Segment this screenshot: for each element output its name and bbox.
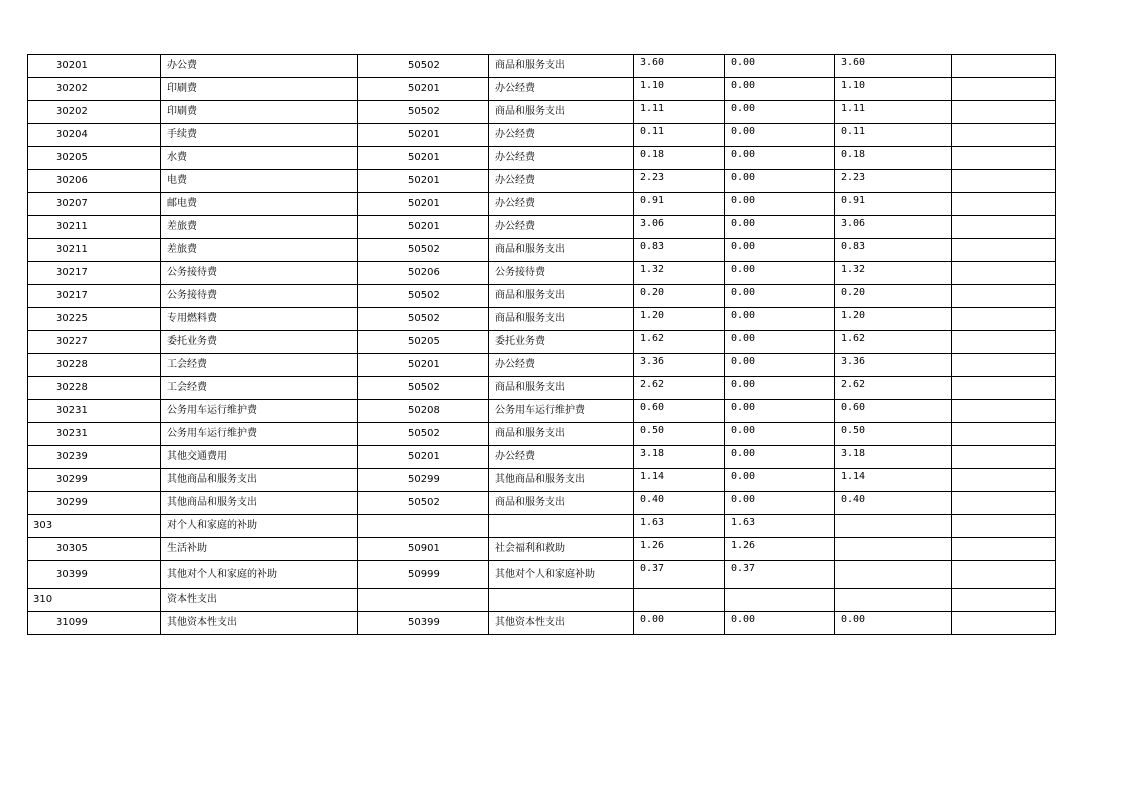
gov-code-cell: 50502 [358,377,489,400]
table-row [28,377,1056,400]
econ-code-cell: 30399 [28,561,161,589]
table-row [28,308,1056,331]
project-cell: 3.60 [835,55,952,78]
other-cell [952,492,1056,515]
basic-cell: 1.26 [725,538,835,561]
project-cell: 0.60 [835,400,952,423]
gov-name-cell: 商品和服务支出 [489,377,634,400]
basic-cell: 0.00 [725,147,835,170]
table-row [28,492,1056,515]
econ-name-cell: 办公费 [161,55,358,78]
total-cell: 2.62 [634,377,725,400]
table-row [28,55,1056,78]
table-row [28,78,1056,101]
project-cell: 0.91 [835,193,952,216]
other-cell [952,147,1056,170]
gov-code-cell: 50502 [358,423,489,446]
econ-name-cell: 公务用车运行维护费 [161,423,358,446]
econ-name-cell: 其他交通费用 [161,446,358,469]
other-cell [952,400,1056,423]
total-cell: 1.32 [634,262,725,285]
basic-cell: 0.00 [725,423,835,446]
gov-code-cell [358,589,489,612]
gov-name-cell: 其他商品和服务支出 [489,469,634,492]
project-cell: 3.36 [835,354,952,377]
econ-code-cell: 30201 [28,55,161,78]
project-cell [835,538,952,561]
project-cell: 0.18 [835,147,952,170]
gov-name-cell: 其他对个人和家庭补助 [489,561,634,589]
econ-code-cell: 30204 [28,124,161,147]
other-cell [952,262,1056,285]
table-row [28,101,1056,124]
gov-code-cell: 50502 [358,285,489,308]
other-cell [952,308,1056,331]
project-cell: 0.00 [835,612,952,635]
basic-cell: 0.00 [725,239,835,262]
project-cell: 2.23 [835,170,952,193]
basic-cell: 0.00 [725,492,835,515]
table-row [28,515,1056,538]
other-cell [952,446,1056,469]
total-cell: 0.83 [634,239,725,262]
table-row [28,262,1056,285]
basic-cell: 0.00 [725,308,835,331]
gov-name-cell: 其他资本性支出 [489,612,634,635]
gov-name-cell [489,515,634,538]
project-cell: 1.62 [835,331,952,354]
gov-code-cell [358,515,489,538]
econ-name-cell: 对个人和家庭的补助 [161,515,358,538]
project-cell: 1.20 [835,308,952,331]
econ-code-cell: 30211 [28,239,161,262]
gov-code-cell: 50201 [358,78,489,101]
total-cell: 0.91 [634,193,725,216]
econ-name-cell: 专用燃料费 [161,308,358,331]
gov-code-cell: 50502 [358,55,489,78]
table-row [28,285,1056,308]
gov-name-cell: 商品和服务支出 [489,55,634,78]
econ-name-cell: 公务接待费 [161,262,358,285]
total-cell: 1.62 [634,331,725,354]
project-cell: 0.40 [835,492,952,515]
basic-cell [725,589,835,612]
basic-cell: 0.37 [725,561,835,589]
table-row [28,124,1056,147]
econ-code-cell: 31099 [28,612,161,635]
gov-name-cell: 商品和服务支出 [489,492,634,515]
other-cell [952,285,1056,308]
gov-name-cell: 委托业务费 [489,331,634,354]
econ-code-cell: 30239 [28,446,161,469]
table-row [28,147,1056,170]
table-row [28,400,1056,423]
gov-name-cell: 商品和服务支出 [489,423,634,446]
gov-code-cell: 50201 [358,147,489,170]
other-cell [952,589,1056,612]
basic-cell: 0.00 [725,170,835,193]
gov-code-cell: 50502 [358,101,489,124]
gov-name-cell: 公务接待费 [489,262,634,285]
total-cell: 1.11 [634,101,725,124]
econ-name-cell: 工会经费 [161,354,358,377]
gov-name-cell: 社会福利和救助 [489,538,634,561]
project-cell: 3.06 [835,216,952,239]
gov-name-cell: 商品和服务支出 [489,285,634,308]
gov-code-cell: 50502 [358,308,489,331]
project-cell: 0.83 [835,239,952,262]
econ-name-cell: 印刷费 [161,101,358,124]
project-cell [835,561,952,589]
basic-cell: 0.00 [725,55,835,78]
econ-name-cell: 其他资本性支出 [161,612,358,635]
other-cell [952,193,1056,216]
total-cell: 1.26 [634,538,725,561]
econ-code-cell: 30202 [28,78,161,101]
gov-name-cell: 办公经费 [489,354,634,377]
basic-cell: 0.00 [725,101,835,124]
table-row [28,170,1056,193]
basic-cell: 0.00 [725,446,835,469]
project-cell [835,589,952,612]
econ-code-cell: 303 [28,515,161,538]
econ-name-cell: 差旅费 [161,216,358,239]
econ-code-cell: 30217 [28,262,161,285]
econ-code-cell: 30202 [28,101,161,124]
econ-name-cell: 生活补助 [161,538,358,561]
econ-name-cell: 手续费 [161,124,358,147]
econ-name-cell: 邮电费 [161,193,358,216]
gov-code-cell: 50201 [358,124,489,147]
econ-name-cell: 印刷费 [161,78,358,101]
total-cell: 2.23 [634,170,725,193]
econ-name-cell: 其他商品和服务支出 [161,492,358,515]
basic-cell: 0.00 [725,354,835,377]
gov-name-cell: 办公经费 [489,216,634,239]
other-cell [952,55,1056,78]
table-row [28,538,1056,561]
gov-name-cell: 公务用车运行维护费 [489,400,634,423]
econ-code-cell: 30217 [28,285,161,308]
gov-name-cell: 办公经费 [489,124,634,147]
basic-cell: 0.00 [725,400,835,423]
econ-code-cell: 30299 [28,492,161,515]
other-cell [952,377,1056,400]
basic-cell: 0.00 [725,285,835,308]
total-cell [634,589,725,612]
econ-name-cell: 工会经费 [161,377,358,400]
econ-code-cell: 30228 [28,377,161,400]
total-cell: 1.20 [634,308,725,331]
basic-cell: 0.00 [725,78,835,101]
gov-code-cell: 50205 [358,331,489,354]
gov-code-cell: 50206 [358,262,489,285]
total-cell: 0.60 [634,400,725,423]
gov-name-cell: 商品和服务支出 [489,308,634,331]
econ-name-cell: 资本性支出 [161,589,358,612]
basic-cell: 0.00 [725,612,835,635]
total-cell: 0.37 [634,561,725,589]
econ-code-cell: 30228 [28,354,161,377]
table-row [28,331,1056,354]
total-cell: 0.11 [634,124,725,147]
total-cell: 3.36 [634,354,725,377]
econ-name-cell: 其他对个人和家庭的补助 [161,561,358,589]
total-cell: 0.40 [634,492,725,515]
table-row [28,469,1056,492]
project-cell [835,515,952,538]
gov-name-cell: 办公经费 [489,446,634,469]
econ-code-cell: 30227 [28,331,161,354]
other-cell [952,538,1056,561]
econ-name-cell: 委托业务费 [161,331,358,354]
basic-cell: 0.00 [725,331,835,354]
gov-code-cell: 50201 [358,193,489,216]
basic-cell: 0.00 [725,124,835,147]
gov-name-cell: 办公经费 [489,78,634,101]
gov-code-cell: 50999 [358,561,489,589]
budget-table [27,54,1056,635]
basic-cell: 0.00 [725,193,835,216]
other-cell [952,423,1056,446]
total-cell: 3.18 [634,446,725,469]
econ-code-cell: 30231 [28,400,161,423]
econ-name-cell: 差旅费 [161,239,358,262]
other-cell [952,239,1056,262]
project-cell: 3.18 [835,446,952,469]
project-cell: 0.11 [835,124,952,147]
econ-name-cell: 公务用车运行维护费 [161,400,358,423]
other-cell [952,612,1056,635]
other-cell [952,216,1056,239]
econ-code-cell: 30211 [28,216,161,239]
basic-cell: 0.00 [725,377,835,400]
total-cell: 0.50 [634,423,725,446]
basic-cell: 0.00 [725,262,835,285]
table-row [28,561,1056,589]
econ-name-cell: 其他商品和服务支出 [161,469,358,492]
gov-name-cell: 办公经费 [489,147,634,170]
other-cell [952,124,1056,147]
project-cell: 0.50 [835,423,952,446]
project-cell: 1.32 [835,262,952,285]
econ-code-cell: 310 [28,589,161,612]
econ-name-cell: 水费 [161,147,358,170]
other-cell [952,331,1056,354]
gov-code-cell: 50502 [358,239,489,262]
gov-code-cell: 50399 [358,612,489,635]
econ-code-cell: 30231 [28,423,161,446]
gov-name-cell: 办公经费 [489,170,634,193]
project-cell: 1.10 [835,78,952,101]
basic-cell: 0.00 [725,469,835,492]
econ-code-cell: 30205 [28,147,161,170]
econ-name-cell: 电费 [161,170,358,193]
other-cell [952,561,1056,589]
total-cell: 1.63 [634,515,725,538]
basic-cell: 0.00 [725,216,835,239]
project-cell: 1.14 [835,469,952,492]
gov-code-cell: 50201 [358,446,489,469]
other-cell [952,170,1056,193]
project-cell: 2.62 [835,377,952,400]
gov-code-cell: 50502 [358,492,489,515]
table-row [28,216,1056,239]
gov-code-cell: 50901 [358,538,489,561]
other-cell [952,354,1056,377]
total-cell: 0.20 [634,285,725,308]
gov-code-cell: 50201 [358,170,489,193]
gov-code-cell: 50201 [358,354,489,377]
table-row [28,612,1056,635]
econ-name-cell: 公务接待费 [161,285,358,308]
econ-code-cell: 30225 [28,308,161,331]
other-cell [952,469,1056,492]
total-cell: 0.18 [634,147,725,170]
econ-code-cell: 30207 [28,193,161,216]
gov-code-cell: 50208 [358,400,489,423]
table-row [28,239,1056,262]
table-row [28,193,1056,216]
basic-cell: 1.63 [725,515,835,538]
total-cell: 3.60 [634,55,725,78]
table-row [28,589,1056,612]
gov-code-cell: 50201 [358,216,489,239]
gov-name-cell: 商品和服务支出 [489,239,634,262]
econ-code-cell: 30305 [28,538,161,561]
gov-name-cell: 办公经费 [489,193,634,216]
econ-code-cell: 30299 [28,469,161,492]
table-body [28,55,1056,635]
other-cell [952,101,1056,124]
gov-name-cell [489,589,634,612]
gov-name-cell: 商品和服务支出 [489,101,634,124]
total-cell: 1.14 [634,469,725,492]
table-row [28,446,1056,469]
project-cell: 1.11 [835,101,952,124]
total-cell: 3.06 [634,216,725,239]
econ-code-cell: 30206 [28,170,161,193]
table-row [28,423,1056,446]
total-cell: 0.00 [634,612,725,635]
table-row [28,354,1056,377]
gov-code-cell: 50299 [358,469,489,492]
other-cell [952,515,1056,538]
other-cell [952,78,1056,101]
total-cell: 1.10 [634,78,725,101]
project-cell: 0.20 [835,285,952,308]
